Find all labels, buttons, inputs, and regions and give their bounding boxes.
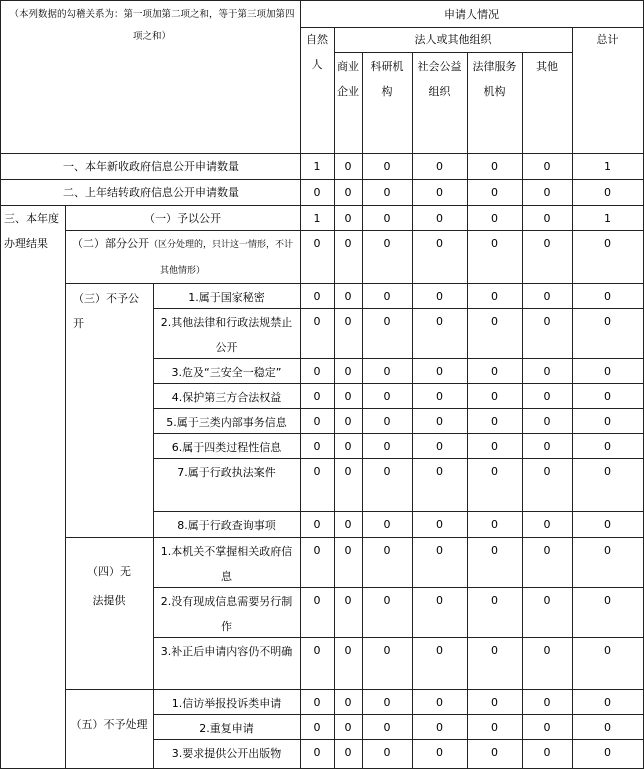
grid-line xyxy=(65,283,644,284)
group-label-unavailable: （四）无法提供 xyxy=(87,565,131,607)
sub-row-9-value-4: 0 xyxy=(491,594,498,607)
sub-row-4-value-3: 0 xyxy=(436,415,443,428)
row-open-value-3: 0 xyxy=(436,212,443,225)
sub-row-9-value-2: 0 xyxy=(383,594,391,607)
row-open-value-0: 1 xyxy=(313,212,321,225)
sub-row-12-value-2: 0 xyxy=(383,721,391,734)
grid-line xyxy=(153,587,644,588)
sub-row-11-value-1: 0 xyxy=(344,696,352,709)
sub-row-9-value-6: 0 xyxy=(604,594,611,607)
sub-row-1-value-0: 0 xyxy=(313,315,321,328)
sub-row-label: 1.信访举报投诉类申请 xyxy=(171,697,282,710)
sub-row-9-value-3: 0 xyxy=(436,594,443,607)
row-label-open: （一）予以公开 xyxy=(144,212,221,225)
applicant-header: 申请人情况 xyxy=(444,8,499,21)
sub-row-3-value-3: 0 xyxy=(436,390,443,403)
sub-row-1-value-6: 0 xyxy=(604,315,611,328)
grid-line xyxy=(467,52,468,769)
sub-row-13-value-1: 0 xyxy=(344,746,352,759)
grid-line xyxy=(65,689,644,690)
sub-row-4-value-4: 0 xyxy=(491,415,498,428)
grid-line xyxy=(153,408,644,409)
sub-row-13-value-3: 0 xyxy=(436,746,443,759)
grid-line xyxy=(300,27,644,28)
grid-line xyxy=(65,537,644,538)
row-carryover-value-5: 0 xyxy=(543,186,551,199)
sub-row-label: 3.补正后申请内容仍不明确 xyxy=(160,645,293,658)
sub-row-8-value-0: 0 xyxy=(313,544,321,557)
sub-row-8-value-5: 0 xyxy=(543,544,551,557)
group-label-not-processed: （五）不予处理 xyxy=(70,718,148,731)
row-partial-value-4: 0 xyxy=(491,237,498,250)
sub-row-12-value-0: 0 xyxy=(313,721,321,734)
sub-row-11-value-6: 0 xyxy=(604,696,611,709)
sub-row-0-value-1: 0 xyxy=(344,290,352,303)
sub-row-3-value-1: 0 xyxy=(344,390,352,403)
grid-line xyxy=(153,637,644,638)
sub-row-10-value-6: 0 xyxy=(604,644,611,657)
grid-line xyxy=(153,511,644,512)
sub-header-other: 其他 xyxy=(536,60,558,73)
row-partial-value-5: 0 xyxy=(543,237,551,250)
sub-row-5-value-5: 0 xyxy=(543,440,551,453)
sub-header-research: 科研机构 xyxy=(370,60,404,98)
row-new-value-0: 1 xyxy=(313,160,321,173)
row-partial-value-3: 0 xyxy=(436,237,443,250)
sub-row-label: 6.属于四类过程性信息 xyxy=(171,441,282,454)
sub-row-13-value-0: 0 xyxy=(313,746,321,759)
sub-header-legal: 法律服务机构 xyxy=(472,60,517,98)
grid-line xyxy=(0,0,644,1)
row-open-value-4: 0 xyxy=(491,212,498,225)
sub-row-11-value-0: 0 xyxy=(313,696,321,709)
sub-row-4-value-6: 0 xyxy=(604,415,611,428)
sub-row-label: 5.属于三类内部事务信息 xyxy=(166,416,287,429)
sub-row-label: 2.重复申请 xyxy=(199,722,254,735)
row-label-carryover: 二、上年结转政府信息公开申请数量 xyxy=(63,186,239,199)
row-partial-value-1: 0 xyxy=(344,237,352,250)
grid-line xyxy=(153,358,644,359)
row-new-value-3: 0 xyxy=(436,160,443,173)
sub-row-label: 1.属于国家秘密 xyxy=(188,291,265,304)
row-new-value-6: 1 xyxy=(604,160,611,173)
sub-row-12-value-6: 0 xyxy=(604,721,611,734)
sub-row-8-value-6: 0 xyxy=(604,544,611,557)
sub-row-8-value-2: 0 xyxy=(383,544,391,557)
grid-line xyxy=(0,0,1,769)
row-partial-value-2: 0 xyxy=(383,237,391,250)
sub-row-10-value-3: 0 xyxy=(436,644,443,657)
sub-row-0-value-4: 0 xyxy=(491,290,498,303)
sub-row-7-value-6: 0 xyxy=(604,518,611,531)
row-label-partial xyxy=(65,231,300,283)
grid-line xyxy=(362,52,363,769)
sub-row-12-value-5: 0 xyxy=(543,721,551,734)
total-header: 总计 xyxy=(596,33,619,46)
grid-line xyxy=(153,714,644,715)
row-new-value-1: 0 xyxy=(344,160,352,173)
sub-row-5-value-3: 0 xyxy=(436,440,443,453)
sub-row-1-value-1: 0 xyxy=(344,315,352,328)
grid-line xyxy=(153,283,154,769)
row-carryover-value-4: 0 xyxy=(491,186,498,199)
row-open-value-6: 1 xyxy=(604,212,611,225)
grid-line xyxy=(412,52,413,769)
sub-row-label: 3.要求提供公开出版物 xyxy=(171,747,282,760)
sub-row-11-value-4: 0 xyxy=(491,696,498,709)
sub-row-0-value-5: 0 xyxy=(543,290,551,303)
sub-row-5-value-4: 0 xyxy=(491,440,498,453)
sub-row-11-value-2: 0 xyxy=(383,696,391,709)
grid-line xyxy=(153,433,644,434)
sub-row-10-value-2: 0 xyxy=(383,644,391,657)
sub-row-label: 1.本机关不掌握相关政府信息 xyxy=(160,545,293,583)
grid-line xyxy=(572,27,573,769)
sub-row-2-value-4: 0 xyxy=(491,365,498,378)
grid-line xyxy=(334,52,573,53)
group-label-withheld: （三）不予公开 xyxy=(73,292,139,330)
grid-line xyxy=(153,739,644,740)
sub-row-4-value-1: 0 xyxy=(344,415,352,428)
sub-row-0-value-6: 0 xyxy=(604,290,611,303)
sub-row-8-value-1: 0 xyxy=(344,544,352,557)
sub-row-2-value-2: 0 xyxy=(383,365,391,378)
row-carryover-value-3: 0 xyxy=(436,186,443,199)
row-partial-value-6: 0 xyxy=(604,237,611,250)
sub-row-0-value-0: 0 xyxy=(313,290,321,303)
grid-line xyxy=(65,205,66,769)
sub-row-7-value-4: 0 xyxy=(491,518,498,531)
sub-row-6-value-0: 0 xyxy=(313,465,321,478)
sub-row-label: 3.危及“三安全一稳定” xyxy=(171,366,282,379)
grid-line xyxy=(153,308,644,309)
sub-row-4-value-0: 0 xyxy=(313,415,321,428)
sub-row-6-value-3: 0 xyxy=(436,465,443,478)
grid-line xyxy=(334,27,335,769)
sub-row-3-value-4: 0 xyxy=(491,390,498,403)
sub-row-7-value-5: 0 xyxy=(543,518,551,531)
sub-row-7-value-1: 0 xyxy=(344,518,352,531)
sub-row-10-value-1: 0 xyxy=(344,644,352,657)
table-note: （本列数据的勾稽关系为：第一项加第二项之和，等于第三项加第四项之和） xyxy=(9,9,295,42)
row-carryover-value-2: 0 xyxy=(383,186,391,199)
row-open-value-1: 0 xyxy=(344,212,352,225)
row-carryover-value-6: 0 xyxy=(604,186,611,199)
grid-line xyxy=(0,205,644,206)
grid-line xyxy=(153,383,644,384)
sub-row-0-value-2: 0 xyxy=(383,290,391,303)
row-carryover-value-0: 0 xyxy=(313,186,321,199)
sub-row-7-value-3: 0 xyxy=(436,518,443,531)
sub-row-13-value-6: 0 xyxy=(604,746,611,759)
sub-row-6-value-5: 0 xyxy=(543,465,551,478)
sub-row-3-value-2: 0 xyxy=(383,390,391,403)
sub-row-6-value-2: 0 xyxy=(383,465,391,478)
row-carryover-value-1: 0 xyxy=(344,186,352,199)
sub-row-2-value-0: 0 xyxy=(313,365,321,378)
sub-row-label: 8.属于行政查询事项 xyxy=(177,519,276,532)
sub-row-3-value-0: 0 xyxy=(313,390,321,403)
row-open-value-5: 0 xyxy=(543,212,551,225)
section-three-label: 三、本年度办理结果 xyxy=(4,212,59,250)
sub-row-6-value-1: 0 xyxy=(344,465,352,478)
sub-header-business: 商业企业 xyxy=(337,60,359,98)
sub-row-5-value-0: 0 xyxy=(313,440,321,453)
sub-row-4-value-2: 0 xyxy=(383,415,391,428)
sub-row-13-value-2: 0 xyxy=(383,746,391,759)
row-new-value-4: 0 xyxy=(491,160,498,173)
sub-row-1-value-3: 0 xyxy=(436,315,443,328)
sub-row-2-value-6: 0 xyxy=(604,365,611,378)
row-label-partial-title: （二）部分公开 xyxy=(71,237,149,250)
grid-line xyxy=(300,0,301,769)
sub-row-12-value-1: 0 xyxy=(344,721,352,734)
grid-line xyxy=(65,230,644,231)
sub-row-13-value-5: 0 xyxy=(543,746,551,759)
row-label-partial-note: （区分处理的，只计这一情形，不计其他情形） xyxy=(148,240,293,276)
row-new-value-5: 0 xyxy=(543,160,551,173)
sub-row-4-value-5: 0 xyxy=(543,415,551,428)
sub-row-11-value-5: 0 xyxy=(543,696,551,709)
row-open-value-2: 0 xyxy=(383,212,391,225)
sub-row-6-value-4: 0 xyxy=(491,465,498,478)
sub-row-label: 4.保护第三方合法权益 xyxy=(171,391,282,404)
sub-row-2-value-5: 0 xyxy=(543,365,551,378)
grid-line xyxy=(522,52,523,769)
sub-row-9-value-1: 0 xyxy=(344,594,352,607)
legal-other-header: 法人或其他组织 xyxy=(414,33,492,46)
sub-row-label: 7.属于行政执法案件 xyxy=(177,466,276,479)
sub-row-10-value-5: 0 xyxy=(543,644,551,657)
sub-row-label: 2.没有现成信息需要另行制作 xyxy=(160,595,293,633)
sub-row-1-value-2: 0 xyxy=(383,315,391,328)
sub-row-2-value-1: 0 xyxy=(344,365,352,378)
grid-line xyxy=(0,153,644,154)
sub-row-3-value-6: 0 xyxy=(604,390,611,403)
sub-row-10-value-0: 0 xyxy=(313,644,321,657)
sub-row-1-value-5: 0 xyxy=(543,315,551,328)
sub-row-2-value-3: 0 xyxy=(436,365,443,378)
sub-row-0-value-3: 0 xyxy=(436,290,443,303)
sub-row-3-value-5: 0 xyxy=(543,390,551,403)
grid-line xyxy=(153,458,644,459)
sub-row-8-value-3: 0 xyxy=(436,544,443,557)
sub-row-12-value-3: 0 xyxy=(436,721,443,734)
sub-row-7-value-2: 0 xyxy=(383,518,391,531)
sub-row-5-value-1: 0 xyxy=(344,440,352,453)
row-partial-value-0: 0 xyxy=(313,237,321,250)
sub-row-6-value-6: 0 xyxy=(604,465,611,478)
sub-row-7-value-0: 0 xyxy=(313,518,321,531)
sub-row-8-value-4: 0 xyxy=(491,544,498,557)
sub-row-9-value-0: 0 xyxy=(313,594,321,607)
sub-row-5-value-6: 0 xyxy=(604,440,611,453)
sub-row-5-value-2: 0 xyxy=(383,440,391,453)
sub-row-13-value-4: 0 xyxy=(491,746,498,759)
sub-header-welfare: 社会公益组织 xyxy=(417,60,462,98)
sub-row-12-value-4: 0 xyxy=(491,721,498,734)
sub-row-label: 2.其他法律和行政法规禁止公开 xyxy=(160,316,293,354)
sub-row-10-value-4: 0 xyxy=(491,644,498,657)
row-new-value-2: 0 xyxy=(383,160,391,173)
sub-row-11-value-3: 0 xyxy=(436,696,443,709)
grid-line xyxy=(0,179,644,180)
sub-row-1-value-4: 0 xyxy=(491,315,498,328)
row-label-new: 一、本年新收政府信息公开申请数量 xyxy=(63,160,239,173)
natural-person-header: 自然人 xyxy=(306,33,328,71)
sub-row-9-value-5: 0 xyxy=(543,594,551,607)
